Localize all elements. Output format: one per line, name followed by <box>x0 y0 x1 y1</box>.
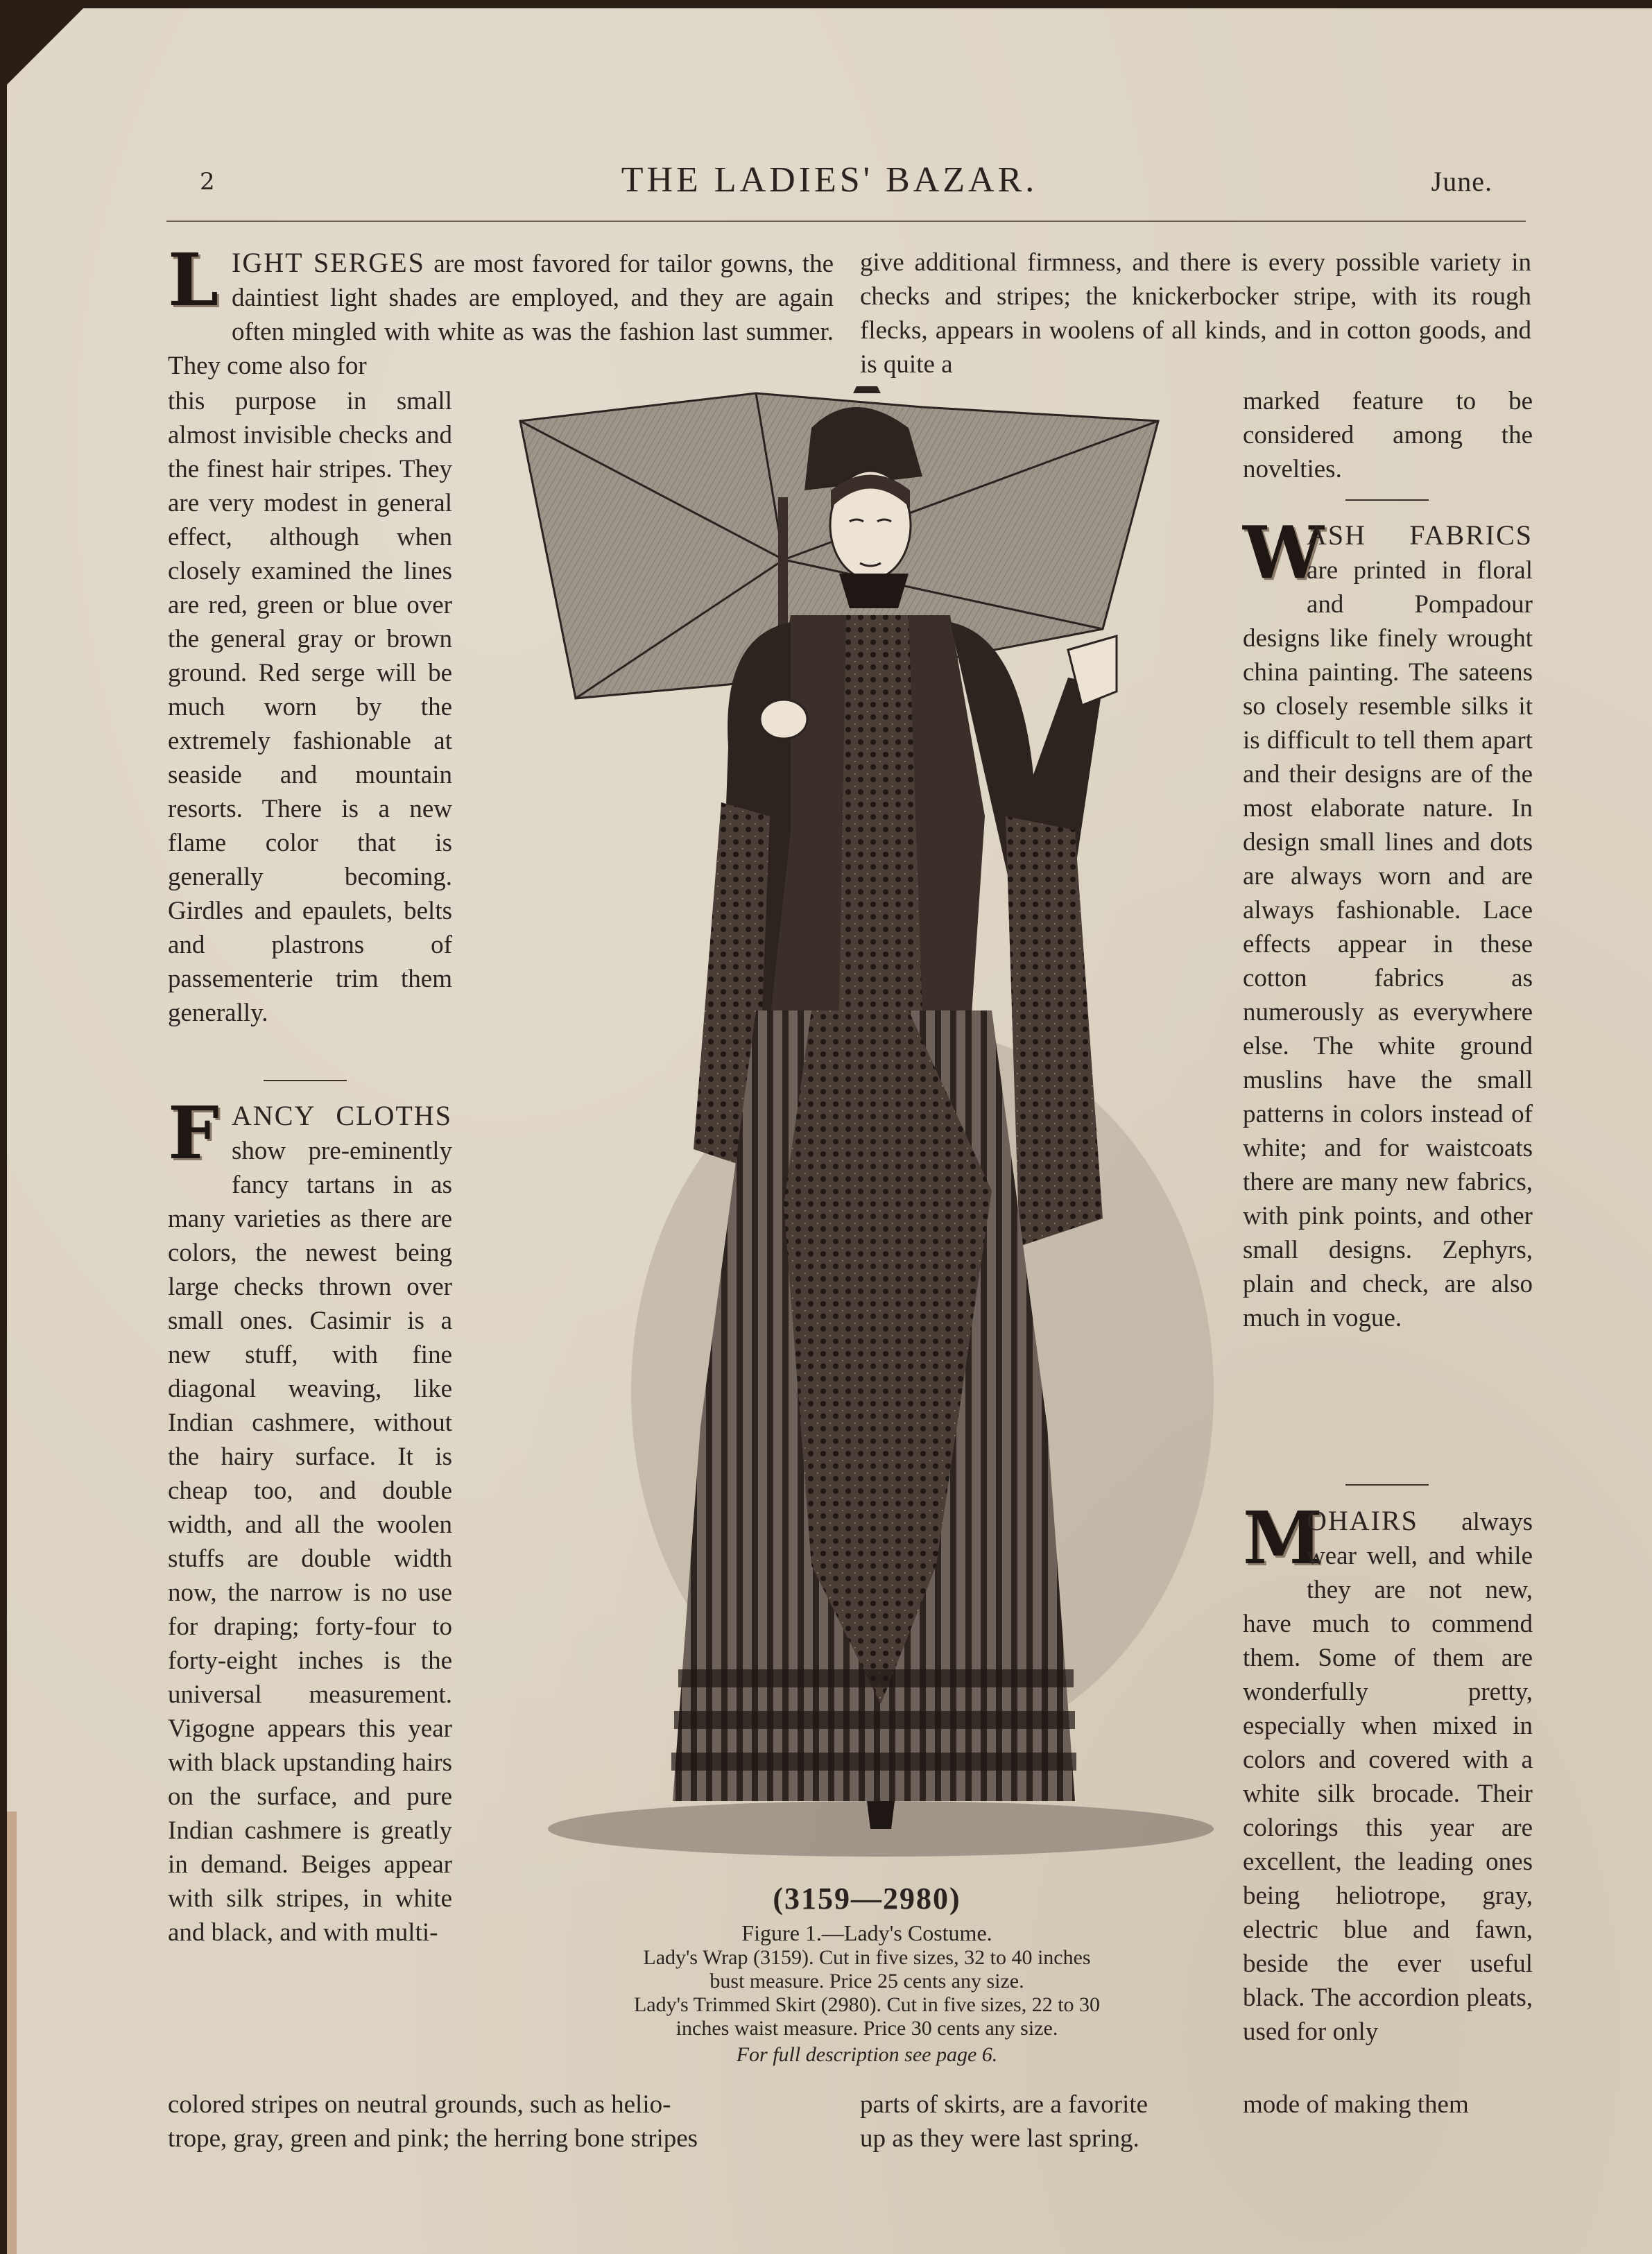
fashion-engraving <box>492 386 1241 1870</box>
header-rule <box>166 221 1526 222</box>
paragraph-text: show pre-eminently fancy tartans in as many varieties as there are colors, the newest being large checks thrown over small ones. Casimir is a new stuff, with fine diagonal weaving, like Indian cashmere, without the hairy surface. It is cheap too, and double width, and all the woolen stuffs are double width now, the narrow is no use for draping; forty-four to forty-eight inches is the universal measurement. Vigogne appears this year with black upstanding hairs on the surface, and pure Indian cashmere is greatly in demand. Beiges appear with silk stripes, in white and black, and with multi- <box>168 1137 452 1947</box>
page-edge-stain <box>7 1812 17 2254</box>
text-line: up as they were last spring. <box>860 2124 1139 2153</box>
wash-fabrics-column <box>1243 510 1533 1335</box>
paragraph-text: marked feature to be considered among the novelties. <box>1243 387 1533 483</box>
page-number: 2 <box>200 168 215 196</box>
drop-cap: L <box>168 237 219 322</box>
mohairs-column <box>1243 1495 1533 2049</box>
drop-cap: M <box>1243 1495 1323 1581</box>
section-divider <box>1345 499 1429 501</box>
paragraph-text: always wear well, and while they are not new, have much to commend them. Some of them are wonderfully pretty, especially when mixed in colors and covered with a white silk brocade. Their colorings this year are excellent, the leading ones being heliotrope, gray, electric blue and fawn, beside the ever useful black. The accordion pleats, used for only <box>1243 1508 1533 2046</box>
section-heading: ASH FABRICS <box>1307 519 1533 551</box>
torn-corner <box>7 8 83 85</box>
figure-caption <box>534 1881 1200 2067</box>
wrap-description: Lady's Wrap (3159). Cut in five sizes, 32 to 40 inches <box>643 1946 1091 1969</box>
pattern-number: (3159—2980) <box>773 1882 961 1916</box>
text-line: mode of making them <box>1243 2090 1469 2119</box>
bottom-right-text <box>1243 2088 1534 2122</box>
paragraph-text: are most favored for tailor gowns, the daintiest light shades are employed, and they are again often mingled with white as was the fashion last summer. They come also for <box>168 250 834 380</box>
lace-sleeve-right <box>1006 816 1103 1246</box>
magazine-title: THE LADIES' BAZAR. <box>621 160 1038 200</box>
section-divider <box>1345 1484 1429 1486</box>
fancy-cloths-column <box>168 1090 452 1950</box>
light-serges-column <box>168 384 452 1030</box>
section-heading: IGHT SERGES <box>232 247 425 278</box>
running-header <box>166 160 1492 215</box>
paragraph-text: are printed in floral and Pompadour designs like finely wrought china painting. The sateens so closely resemble silks it is difficult to tell them apart and their designs are of the most elaborate nature. In design small lines and dots are always worn and are always fashionable. Lace effects appear in these cotton fabrics as numerously as everywhere else. The white ground muslins have the small patterns in colors instead of white; and for waistcoats there are many new fabrics, with pink points, and other small designs. Zephyrs, plain and check, are also much in vogue. <box>1243 556 1533 1332</box>
drop-cap: W <box>1243 510 1324 595</box>
bottom-middle-text <box>860 2088 1248 2156</box>
figure-title: Figure 1.—Lady's Costume. <box>741 1920 992 1945</box>
right-intro <box>860 246 1531 381</box>
paragraph-text: give additional firmness, and there is every possible variety in checks and stripes; the knickerbocker stripe, with its rough flecks, appears in woolens of all kinds, and in cotton goods, and is quite a <box>860 248 1531 379</box>
wrap-price: bust measure. Price 25 cents any size. <box>709 1970 1024 1993</box>
issue-month: June. <box>1431 166 1492 197</box>
text-line: parts of skirts, are a favorite <box>860 2090 1148 2119</box>
skirt-price: inches waist measure. Price 30 cents any size. <box>676 2017 1058 2040</box>
paragraph-text: this purpose in small almost invisible checks and the finest hair stripes. They are very modest in general effect, although when closely examined the lines are red, green or blue over the general gray or brown ground. Red serge will be much worn by the extremely fashionable at seaside and mountain resorts. There is a new flame color that is generally becoming. Girdles and epaulets, belts and plastrons of passementerie trim them generally. <box>168 387 452 1027</box>
section-heading: OHAIRS <box>1307 1505 1418 1536</box>
bottom-left-text <box>168 2088 834 2156</box>
description-reference: For full description see page 6. <box>736 2043 998 2066</box>
text-line: trope, gray, green and pink; the herring bone stripes <box>168 2124 698 2153</box>
drop-cap: F <box>168 1090 219 1176</box>
text-line: colored stripes on neutral grounds, such as helio- <box>168 2090 671 2119</box>
light-serges-intro <box>168 237 834 383</box>
section-heading: ANCY CLOTHS <box>232 1100 452 1131</box>
skirt-description: Lady's Trimmed Skirt (2980). Cut in five sizes, 22 to 30 <box>633 1993 1101 2016</box>
right-novelties <box>1243 384 1533 486</box>
magazine-page <box>7 8 1652 2254</box>
section-divider <box>264 1080 347 1081</box>
